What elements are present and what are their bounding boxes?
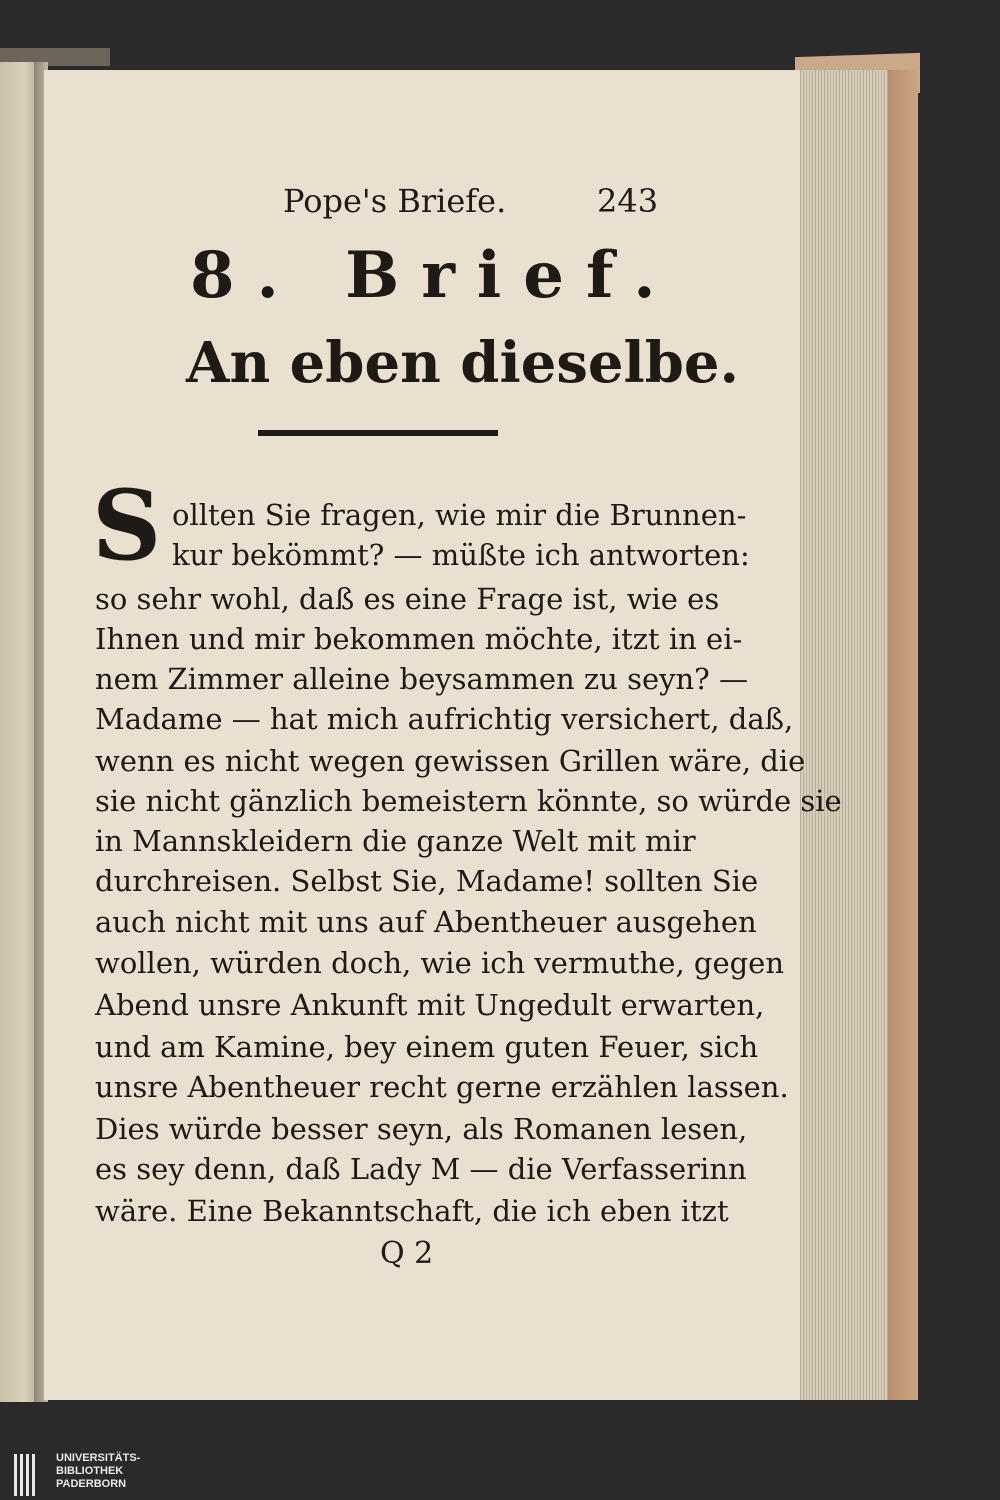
- logo-line: PADERBORN: [56, 1478, 127, 1490]
- letter-subtitle: An eben dieselbe.: [186, 330, 740, 396]
- body-line: durchreisen. Selbst Sie, Madame! sollten Sie: [95, 864, 759, 898]
- body-line: Dies würde besser seyn, als Romanen lesen,: [95, 1112, 748, 1146]
- footer-bar: [0, 1450, 1000, 1500]
- body-line: kur bekömmt? — müßte ich antworten:: [172, 538, 750, 572]
- body-line: ollten Sie fragen, wie mir die Brunnen-: [172, 498, 747, 532]
- page-number: 243: [597, 182, 659, 220]
- body-line: Abend unsre Ankunft mit Ungedult erwarten,: [95, 988, 765, 1022]
- logo-line: UNIVERSITÄTS-: [56, 1452, 141, 1464]
- body-line: in Mannskleidern die ganze Welt mit mir: [95, 824, 696, 858]
- drop-cap: S: [92, 469, 162, 582]
- body-line: auch nicht mit uns auf Abentheuer ausgehen: [95, 905, 757, 939]
- body-line: Ihnen und mir bekommen möchte, itzt in ei-: [95, 622, 743, 656]
- body-line: wenn es nicht wegen gewissen Grillen wäre, die: [95, 744, 806, 778]
- book-fore-edge: [888, 70, 918, 1400]
- body-line: so sehr wohl, daß es eine Frage ist, wie es: [95, 582, 720, 616]
- body-line: und am Kamine, bey einem guten Feuer, sich: [95, 1030, 759, 1064]
- body-line: Madame — hat mich aufrichtig versichert, daß,: [95, 702, 794, 736]
- body-line: nem Zimmer alleine beysammen zu seyn? —: [95, 662, 748, 696]
- body-line: unsre Abentheuer recht gerne erzählen lassen.: [95, 1070, 789, 1104]
- body-line: wollen, würden doch, wie ich vermuthe, gegen: [95, 946, 785, 980]
- running-header: Pope's Briefe.: [283, 182, 507, 220]
- library-logo-icon: [14, 1454, 44, 1496]
- signature-mark: Q 2: [380, 1236, 434, 1271]
- title-divider: [258, 430, 498, 436]
- body-line: wäre. Eine Bekanntschaft, die ich eben itzt: [95, 1194, 729, 1228]
- library-logo-text: [56, 1452, 140, 1491]
- body-line: sie nicht gänzlich bemeistern könnte, so würde sie: [95, 784, 842, 818]
- body-line: es sey denn, daß Lady M — die Verfasserinn: [95, 1152, 747, 1186]
- logo-line: BIBLIOTHEK: [56, 1465, 124, 1477]
- letter-title: 8. Brief.: [190, 238, 678, 313]
